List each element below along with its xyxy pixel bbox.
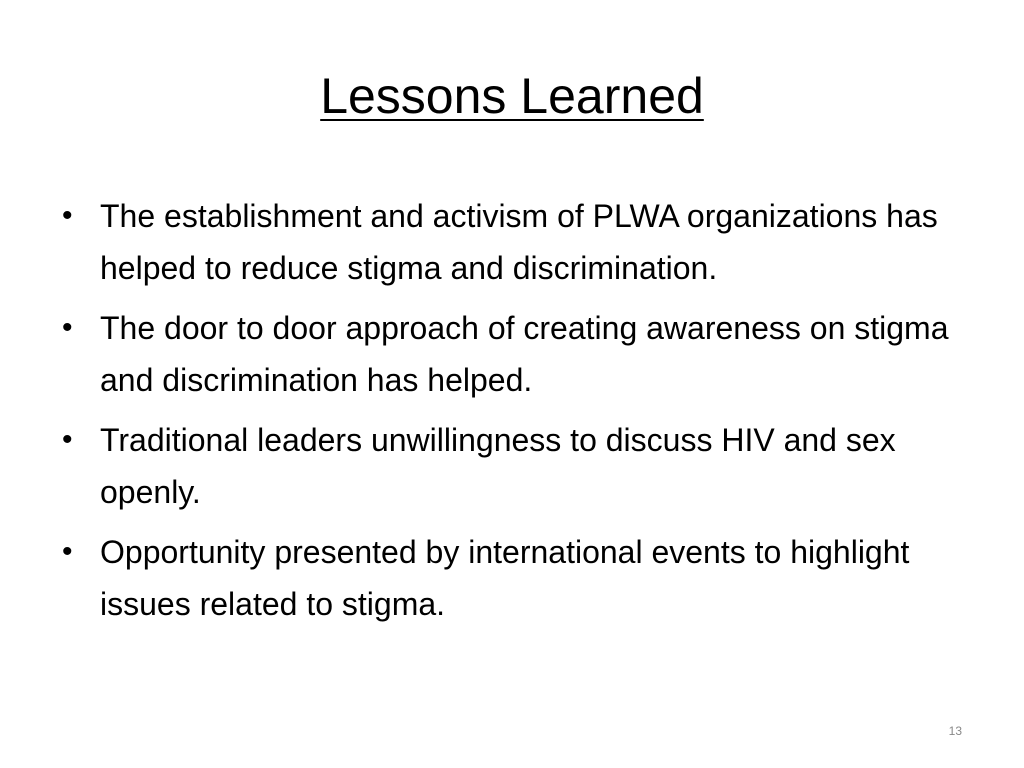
bullet-text: Opportunity presented by international events to highlight issues related to stigma. xyxy=(100,534,910,622)
bullet-list xyxy=(60,190,970,638)
slide-title: Lessons Learned xyxy=(320,68,704,124)
list-item xyxy=(60,526,970,630)
bullet-text: Traditional leaders unwillingness to discuss HIV and sex openly. xyxy=(100,422,896,510)
bullet-icon: • xyxy=(62,199,73,232)
bullet-icon: • xyxy=(62,423,73,456)
bullet-text: The establishment and activism of PLWA organizations has helped to reduce stigma and discrimination. xyxy=(100,198,938,286)
slide-number: 13 xyxy=(948,724,962,738)
list-item xyxy=(60,414,970,518)
list-item xyxy=(60,190,970,294)
bullet-text: The door to door approach of creating awareness on stigma and discrimination has helped. xyxy=(100,310,949,398)
list-item xyxy=(60,302,970,406)
bullet-icon: • xyxy=(62,535,73,568)
bullet-icon: • xyxy=(62,311,73,344)
